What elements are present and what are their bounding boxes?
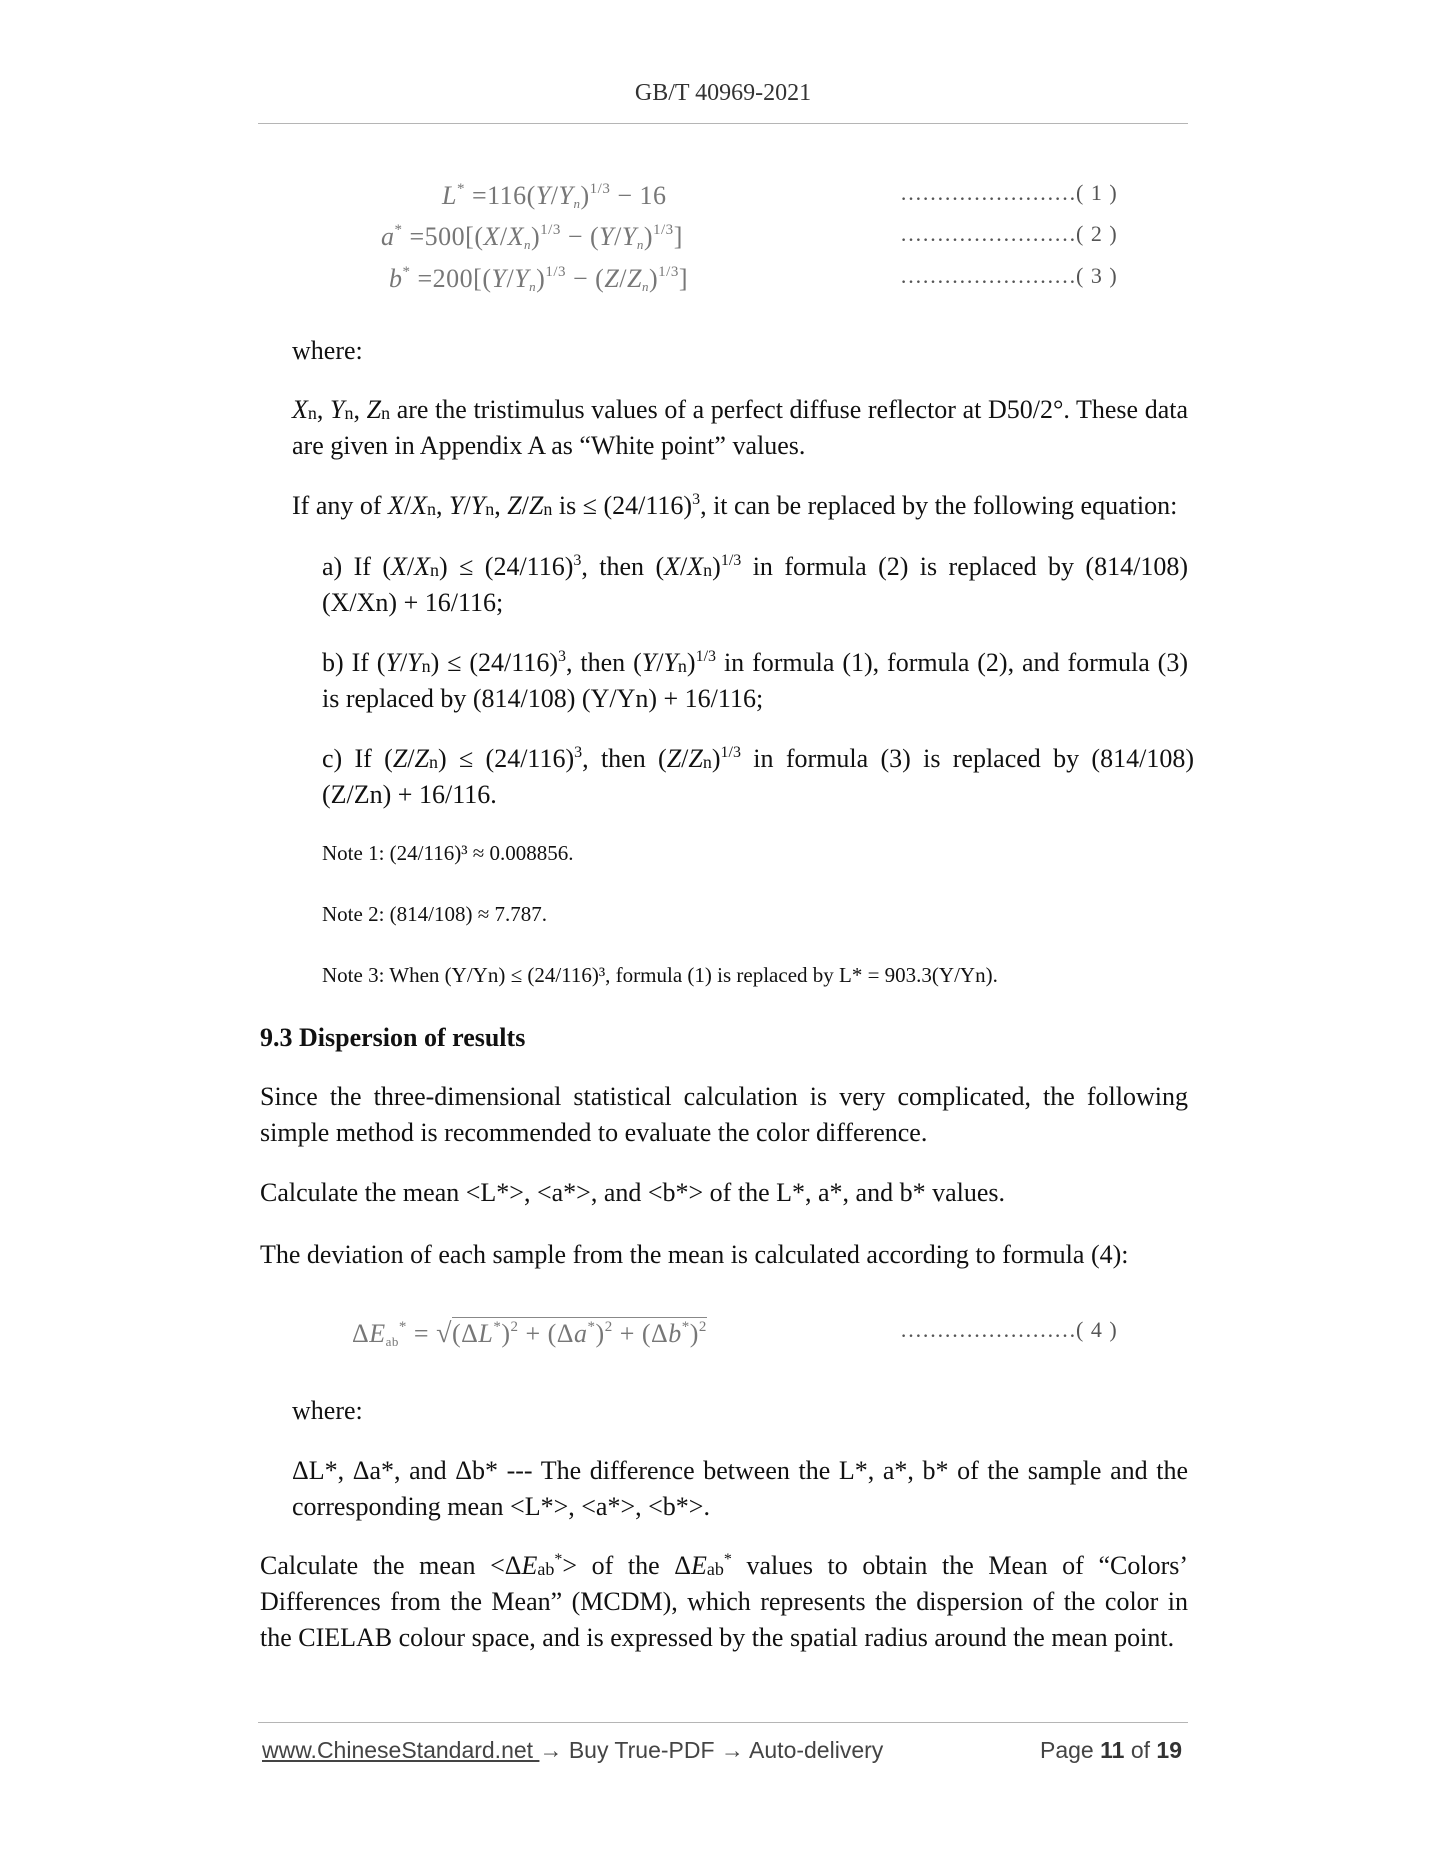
footer-rule bbox=[258, 1722, 1188, 1723]
where-label-2: where: bbox=[292, 1396, 363, 1425]
note-3: Note 3: When (Y/Yn) ≤ (24/116)³, formula (1) is replaced by L* = 903.3(Y/Yn). bbox=[322, 963, 998, 987]
header-rule bbox=[258, 123, 1188, 124]
paragraph-delta-definition: ΔL*, Δa*, and Δb* --- The difference between the L*, a*, b* of the sample and the corresponding mean <L*>, <a*>, <b*>. bbox=[292, 1456, 1188, 1521]
section-heading-9-3: 9.3 Dispersion of results bbox=[260, 1023, 526, 1052]
paragraph-deviation: The deviation of each sample from the mean is calculated according to formula (4): bbox=[260, 1240, 1129, 1269]
formula-2-expression: $a^* =500[(X/X_n)^{1/3} - (Y/Y_n)^{1/3}]$ bbox=[381, 222, 683, 252]
where-label-1: where: bbox=[292, 336, 363, 365]
paragraph-calc-mean: Calculate the mean <L*>, <a*>, and <b*> of the L*, a*, and b* values. bbox=[260, 1178, 1005, 1207]
list-item-a: a) If $(X/X_n) \le (24/116)^3$, then $(X/X_n)^{1/3}$ in formula (2) is replaced by (814/108) (X/Xn) + 16/116; bbox=[322, 552, 1188, 617]
paragraph-if-any: If any of $X/X_n$, $Y/Y_n$, $Z/Z_n$ is ≤ $(24/116)^3$, it can be replaced by the following equation: bbox=[292, 491, 1178, 520]
list-item-c: c) If $(Z/Z_n) \le (24/116)^3$, then $(Z/Z_n)^{1/3}$ in formula (3) is replaced by (814/108) (Z/Zn) + 16/116. bbox=[322, 744, 1194, 809]
arrow-right-icon: → bbox=[539, 1737, 563, 1763]
note-2: Note 2: (814/108) ≈ 7.787. bbox=[322, 902, 548, 926]
paragraph-since: Since the three-dimensional statistical calculation is very complicated, the following simple method is recommended to evaluate the color difference. bbox=[260, 1082, 1188, 1147]
delivery-text: Auto-delivery bbox=[743, 1737, 884, 1763]
current-page: 11 bbox=[1100, 1737, 1125, 1763]
footer-left bbox=[262, 1735, 883, 1767]
page-footer bbox=[262, 1735, 1182, 1769]
paragraph-tristimulus: $X_n$, $Y_n$, $Z_n$ are the tristimulus values of a perfect diffuse reflector at D50/2°. These data are given in Appendix A as “White point” values. bbox=[292, 395, 1188, 460]
formula-3-leader: ……………………( 3 ) bbox=[900, 263, 1118, 288]
buy-text: Buy True-PDF bbox=[562, 1737, 721, 1763]
arrow-right-icon: → bbox=[720, 1737, 744, 1763]
formula-3 bbox=[0, 261, 1445, 301]
note-1: Note 1: (24/116)³ ≈ 0.008856. bbox=[322, 841, 574, 865]
formula-3-expression: $b^* =200[(Y/Y_n)^{1/3} - (Z/Z_n)^{1/3}]$ bbox=[389, 264, 689, 294]
formula-1 bbox=[0, 178, 1445, 218]
site-link[interactable]: www.ChineseStandard.net bbox=[262, 1737, 540, 1763]
formula-1-expression: $L^* =116(Y/Y_n)^{1/3} - 16$ bbox=[442, 181, 667, 211]
formula-4 bbox=[0, 1315, 1445, 1355]
page-number: Page 11 of 19 bbox=[1040, 1737, 1182, 1763]
formula-2-leader: ……………………( 2 ) bbox=[900, 221, 1118, 246]
total-pages: 19 bbox=[1156, 1737, 1182, 1763]
paragraph-mcdm: Calculate the mean $<\Delta E_{ab}^*>$ of the $\Delta E_{ab}^*$ values to obtain the Mean of “Colors’ Differences from the Mean” (MCDM), which represents the dispersion of the color in the CIELAB colour space, and is expressed by the spatial radius around the mean point. bbox=[260, 1551, 1188, 1652]
formula-4-leader: ……………………( 4 ) bbox=[900, 1317, 1118, 1342]
formula-2 bbox=[0, 219, 1445, 259]
list-item-b: b) If $(Y/Y_n) \le (24/116)^3$, then $(Y/Y_n)^{1/3}$ in formula (1), formula (2), and formula (3) is replaced by (814/108) (Y/Yn) + 16/116; bbox=[322, 648, 1189, 713]
header-doc-id: GB/T 40969-2021 bbox=[634, 80, 812, 106]
formula-4-expression: $\Delta E_{ab}^* = √(\Delta L^*)^2 + (\Delta a^*)^2 + (\Delta b^*)^2$ bbox=[352, 1318, 707, 1349]
formula-1-leader: ……………………( 1 ) bbox=[900, 180, 1118, 205]
